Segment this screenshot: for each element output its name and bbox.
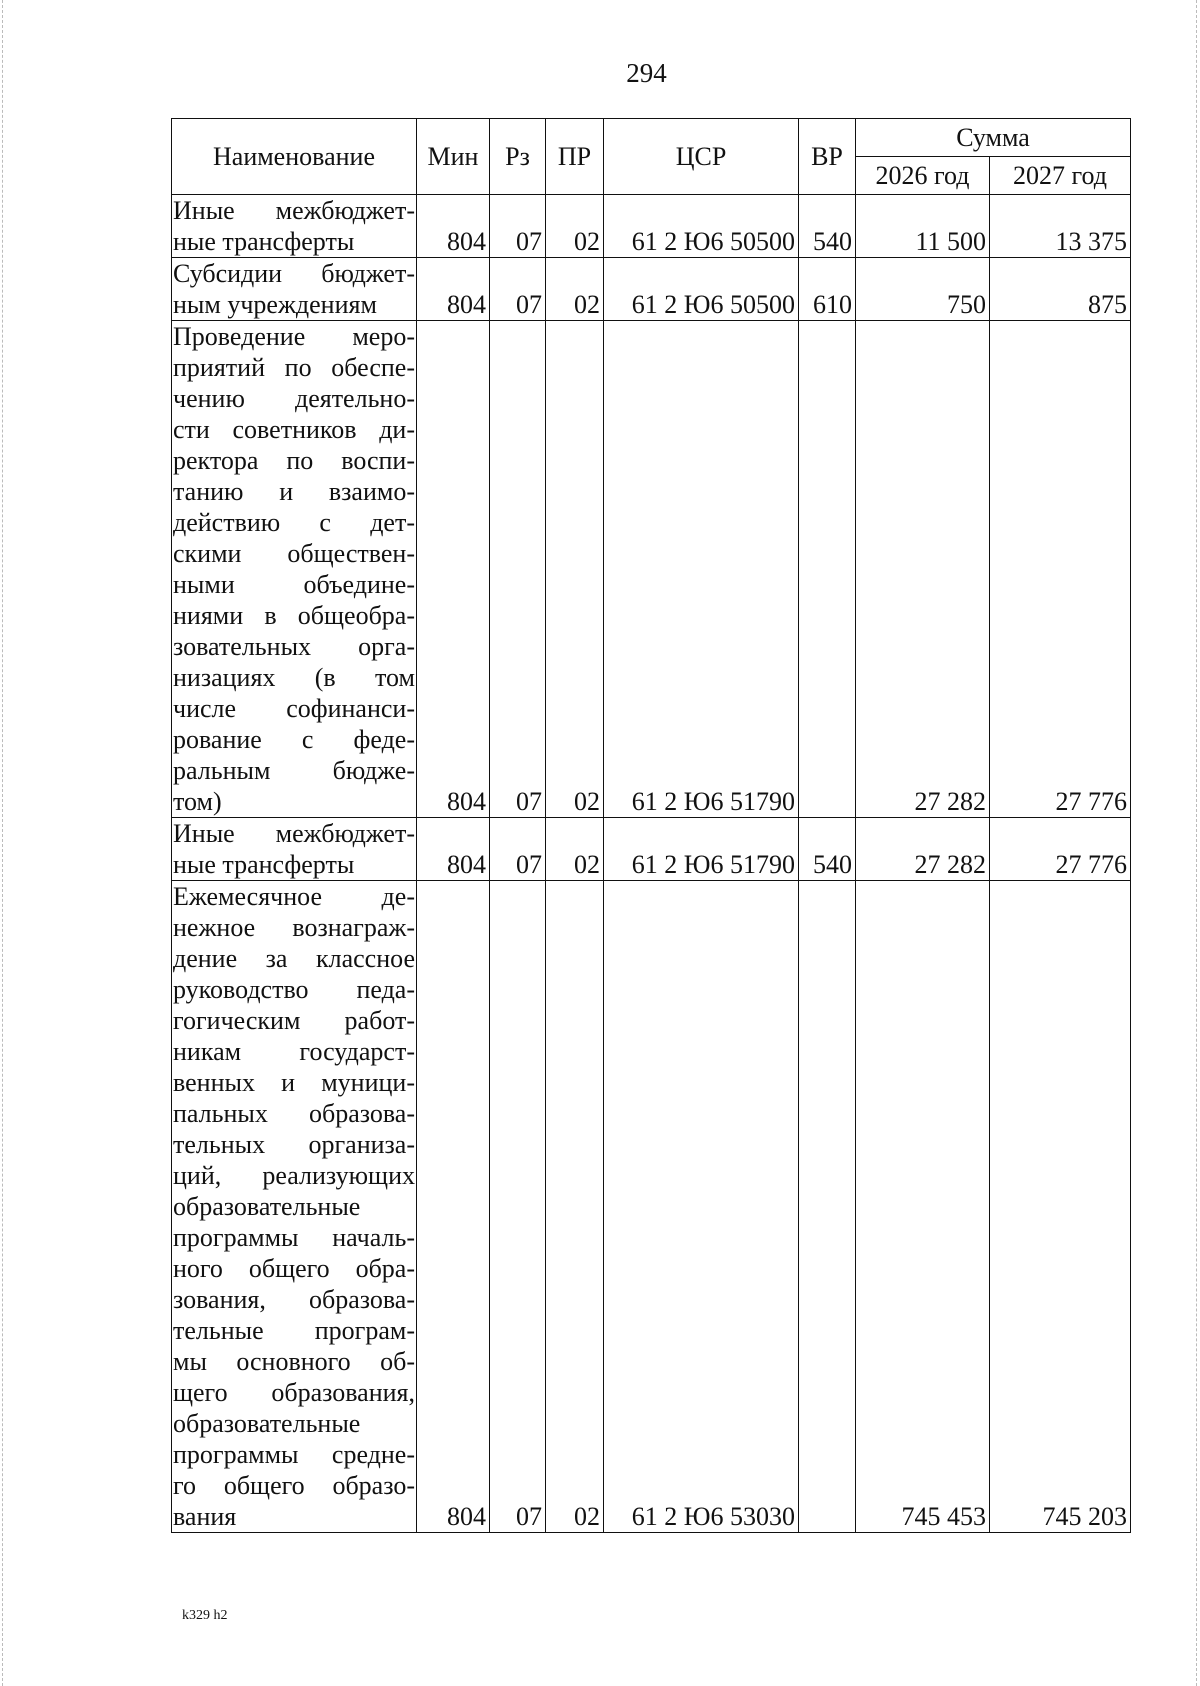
row-name-line: скими обществен-: [173, 539, 415, 568]
table-body: [172, 195, 1131, 1533]
row-name-line: щего образования,: [173, 1378, 415, 1407]
row-name-line: пальных образова-: [173, 1099, 415, 1128]
row-sum-2026: 27 282: [856, 321, 990, 818]
row-name-line: Проведение меро-: [173, 322, 415, 351]
table-row: [172, 321, 1131, 818]
row-name-line: программы средне-: [173, 1440, 415, 1469]
row-csr: 61 2 Ю6 53030: [604, 881, 799, 1533]
row-sum-2026: 11 500: [856, 195, 990, 258]
row-min: 804: [417, 258, 490, 321]
row-name-line: ные трансферты: [173, 227, 355, 256]
header-csr: ЦСР: [604, 119, 799, 195]
row-name-line: го общего образо-: [173, 1471, 415, 1500]
row-name: [172, 881, 417, 1533]
row-name-line: сти советников ди-: [173, 415, 415, 444]
table-row: [172, 195, 1131, 258]
row-csr: 61 2 Ю6 51790: [604, 818, 799, 881]
page-right-edge: [1196, 0, 1197, 1686]
row-name: [172, 321, 417, 818]
row-name-line: числе софинанси-: [173, 694, 415, 723]
row-pr: 02: [546, 881, 604, 1533]
row-name-line: Субсидии бюджет-: [173, 259, 415, 288]
row-csr: 61 2 Ю6 50500: [604, 258, 799, 321]
row-name-line: ций, реализующих: [173, 1161, 415, 1190]
row-vr: 610: [799, 258, 856, 321]
header-pr: ПР: [546, 119, 604, 195]
row-name-line: зовательных орга-: [173, 632, 415, 661]
row-name-line: ного общего обра-: [173, 1254, 415, 1283]
row-name-line: образовательные: [173, 1192, 361, 1221]
row-sum-2026: 750: [856, 258, 990, 321]
row-name: [172, 195, 417, 258]
header-year-2026: 2026 год: [856, 157, 990, 195]
row-name-line: действию с дет-: [173, 508, 415, 537]
row-pr: 02: [546, 258, 604, 321]
row-sum-2027: 27 776: [990, 818, 1131, 881]
row-name-line: вания: [173, 1502, 237, 1531]
header-sum: Сумма: [856, 119, 1131, 157]
row-name-line: гогическим работ-: [173, 1006, 415, 1035]
row-vr: 540: [799, 195, 856, 258]
row-name-line: мы основного об-: [173, 1347, 415, 1376]
row-rz: 07: [490, 321, 546, 818]
header-rz: Рз: [490, 119, 546, 195]
row-name-line: никам государст-: [173, 1037, 415, 1066]
row-sum-2027: 13 375: [990, 195, 1131, 258]
row-name-line: Иные межбюджет-: [173, 196, 415, 225]
row-rz: 07: [490, 818, 546, 881]
header-vr: ВР: [799, 119, 856, 195]
row-name-line: рование с феде-: [173, 725, 415, 754]
row-name-line: дение за классное: [173, 944, 415, 973]
row-name-line: чению деятельно-: [173, 384, 415, 413]
page-number: 294: [626, 58, 667, 88]
row-name: [172, 818, 417, 881]
row-csr: 61 2 Ю6 50500: [604, 195, 799, 258]
row-name-line: зования, образова-: [173, 1285, 415, 1314]
row-name-line: венных и муници-: [173, 1068, 415, 1097]
row-name-line: тельных организа-: [173, 1130, 415, 1159]
row-min: 804: [417, 321, 490, 818]
row-sum-2027: 27 776: [990, 321, 1131, 818]
row-name-line: ниями в общеобра-: [173, 601, 415, 630]
row-csr: 61 2 Ю6 51790: [604, 321, 799, 818]
row-vr: 540: [799, 818, 856, 881]
row-name-line: программы началь-: [173, 1223, 415, 1252]
row-rz: 07: [490, 258, 546, 321]
table-row: [172, 818, 1131, 881]
table-header: [172, 119, 1131, 195]
row-pr: 02: [546, 818, 604, 881]
row-name-line: ные трансферты: [173, 850, 355, 879]
footer-code: k329 h2: [182, 1608, 228, 1623]
header-min: Мин: [417, 119, 490, 195]
page-left-edge: [2, 0, 3, 1686]
row-name-line: низациях (в том: [173, 663, 415, 692]
row-min: 804: [417, 195, 490, 258]
row-pr: 02: [546, 321, 604, 818]
row-name-line: образовательные: [173, 1409, 361, 1438]
row-name-line: Иные межбюджет-: [173, 819, 415, 848]
row-name-line: ректора по воспи-: [173, 446, 415, 475]
row-sum-2027: 745 203: [990, 881, 1131, 1533]
row-name-line: ным учреждениям: [173, 290, 377, 319]
header-name: Наименование: [172, 119, 417, 195]
header-year-2027: 2027 год: [990, 157, 1131, 195]
table-row: [172, 258, 1131, 321]
row-sum-2026: 27 282: [856, 818, 990, 881]
row-rz: 07: [490, 881, 546, 1533]
row-sum-2026: 745 453: [856, 881, 990, 1533]
row-name-line: руководство педа-: [173, 975, 415, 1004]
row-name-line: тельные програм-: [173, 1316, 415, 1345]
row-name-line: танию и взаимо-: [173, 477, 415, 506]
row-rz: 07: [490, 195, 546, 258]
row-min: 804: [417, 881, 490, 1533]
row-pr: 02: [546, 195, 604, 258]
row-name-line: ральным бюдже-: [173, 756, 415, 785]
budget-table: [171, 118, 1131, 1533]
row-vr: [799, 321, 856, 818]
row-name-line: том): [173, 787, 222, 816]
row-sum-2027: 875: [990, 258, 1131, 321]
row-name-line: ными объедине-: [173, 570, 415, 599]
row-name-line: Ежемесячное де-: [173, 882, 415, 911]
row-name-line: приятий по обеспе-: [173, 353, 415, 382]
row-vr: [799, 881, 856, 1533]
table-row: [172, 881, 1131, 1533]
row-name-line: нежное вознаграж-: [173, 913, 415, 942]
row-min: 804: [417, 818, 490, 881]
row-name: [172, 258, 417, 321]
